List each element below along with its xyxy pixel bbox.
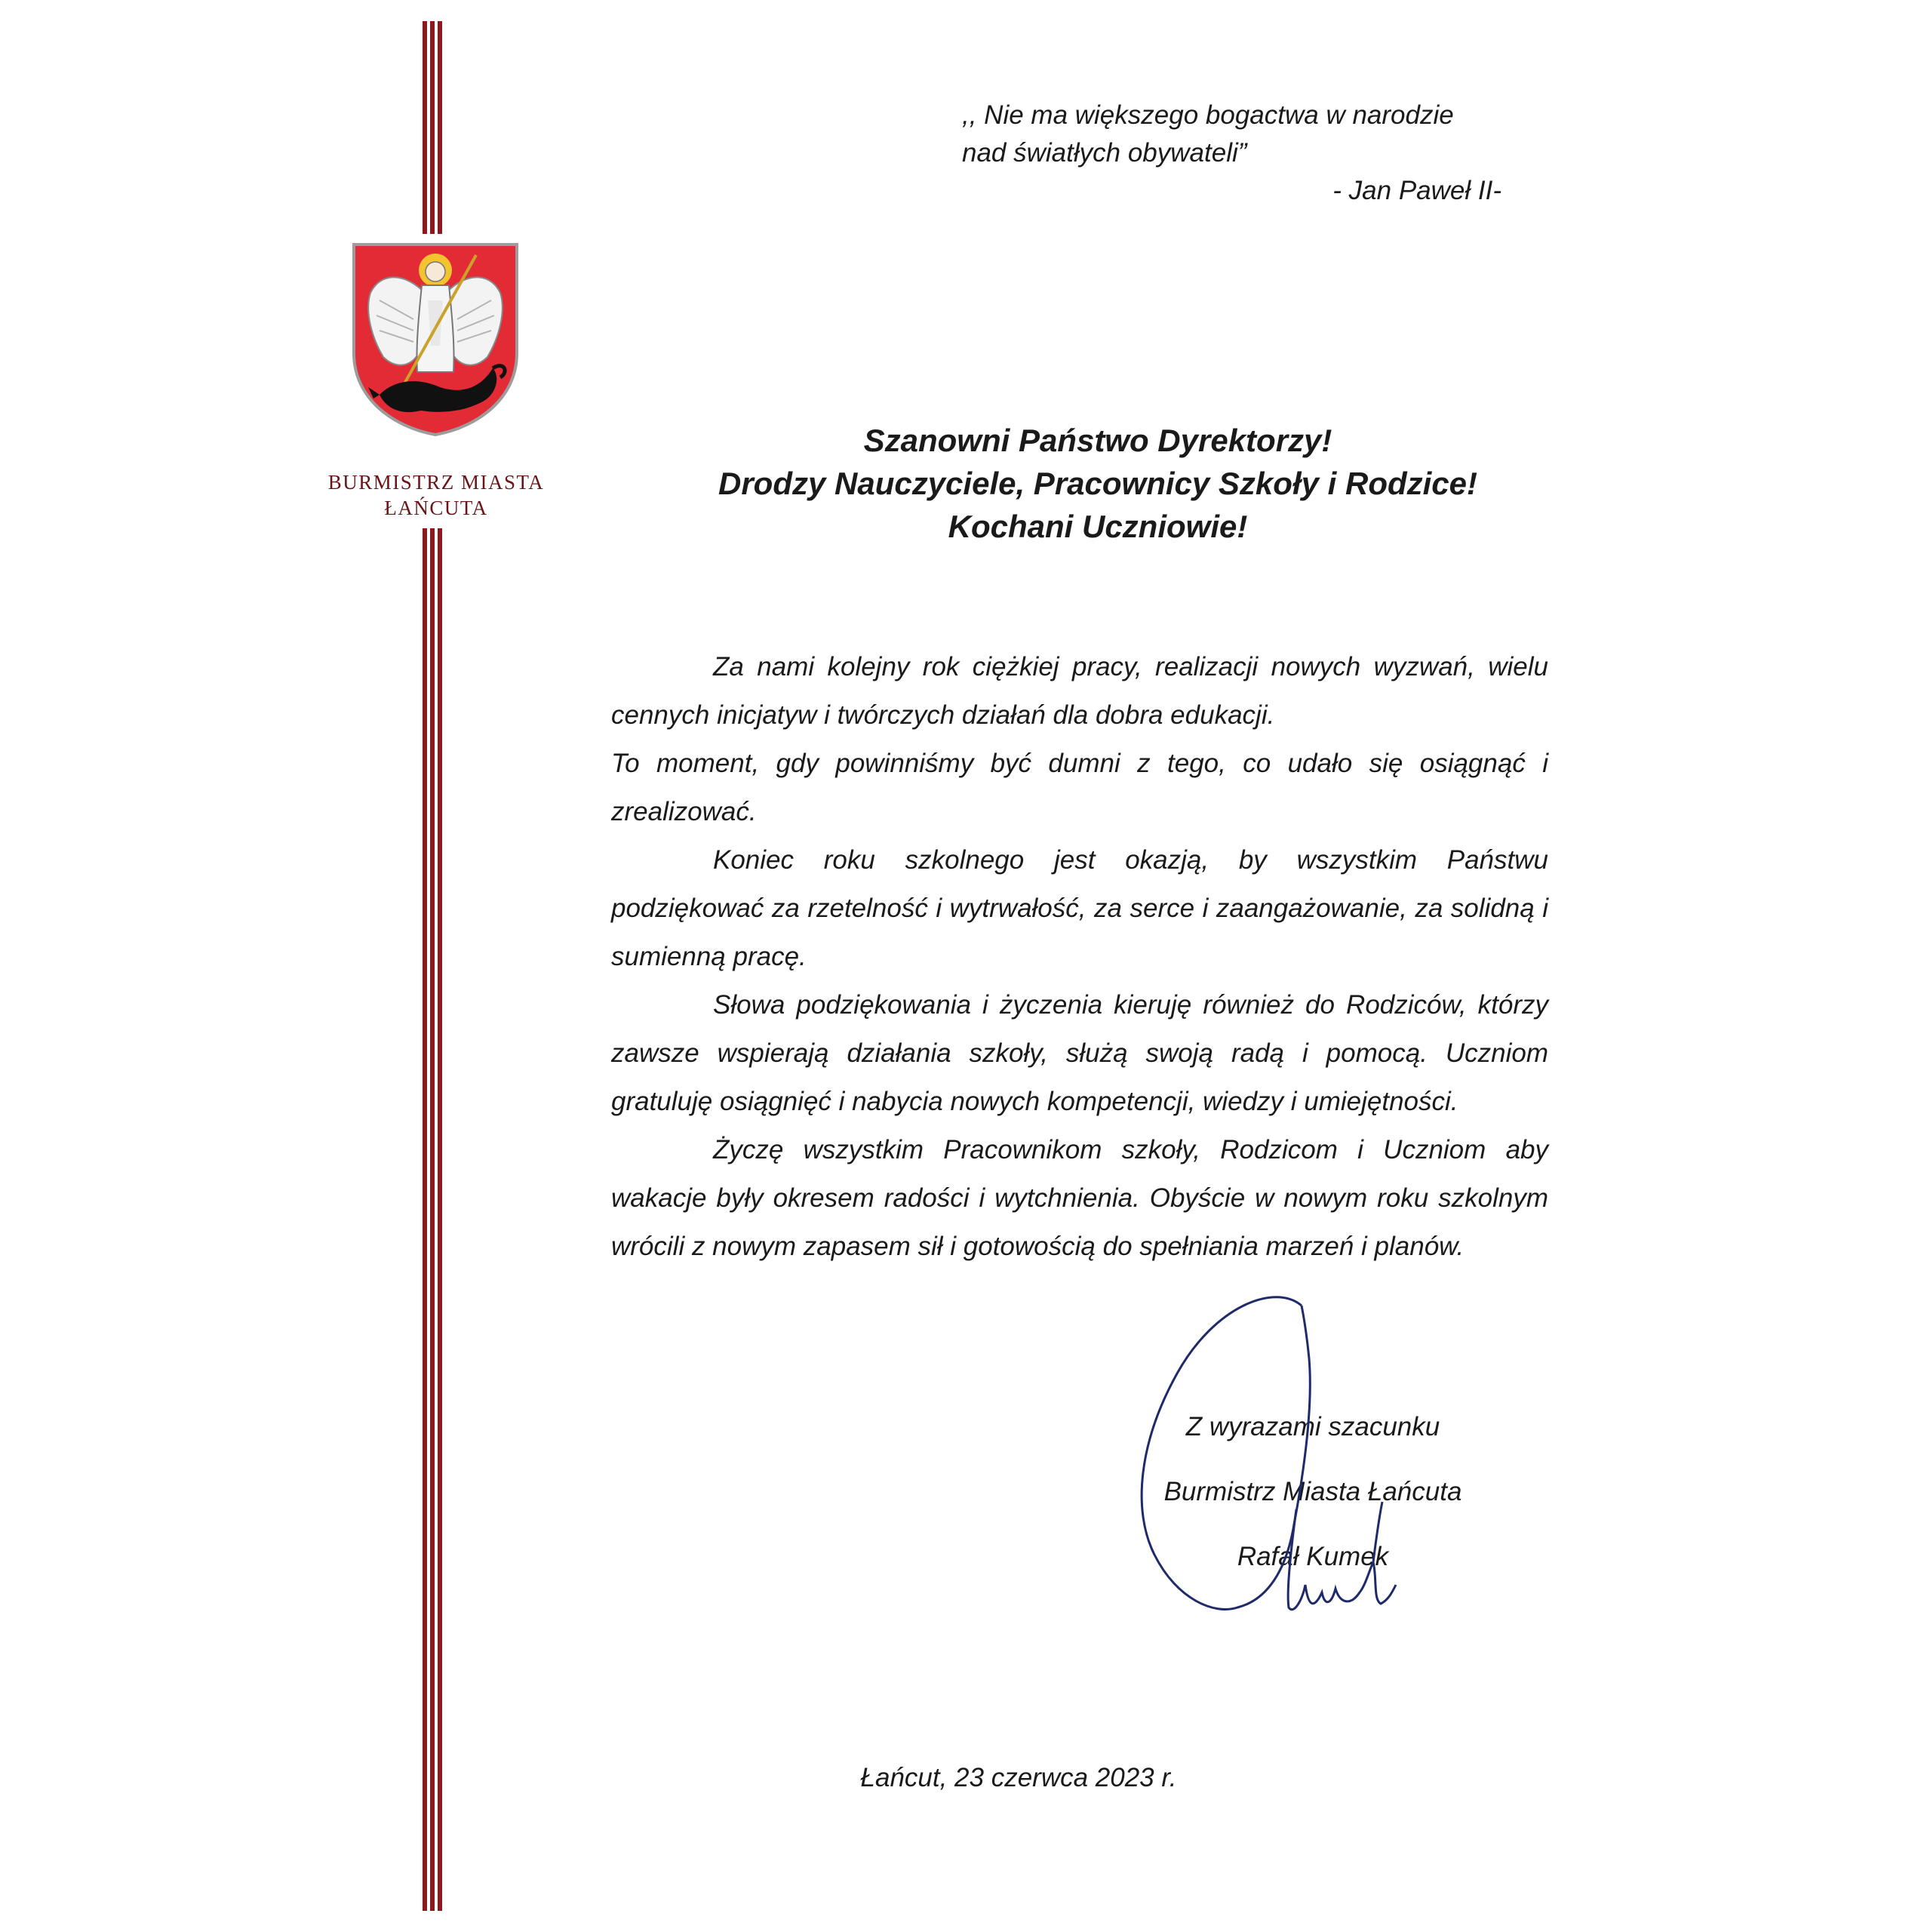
office-title-line2: ŁAŃCUTA [384,497,488,519]
motto-quote [962,97,1535,210]
motto-line1: ,, Nie ma większego bogactwa w narodzie [962,100,1454,130]
body-paragraph: Za nami kolejny rok ciężkiej pracy, realizacji nowych wyzwań, wielu cennych inicjatyw i twórczych działań dla dobra edukacji. [611,652,1548,730]
closing-name: Rafał Kumek [1237,1542,1389,1571]
decorative-stripe-bottom [423,528,442,1911]
greeting-line2: Drodzy Nauczyciele, Pracownicy Szkoły i Rodzice! [718,466,1477,501]
body-paragraph: To moment, gdy powinniśmy być dumni z tego, co udało się osiągnąć i zrealizować. [611,749,1548,826]
greeting-line3: Kochani Uczniowie! [948,509,1248,544]
closing-regards: Z wyrazami szacunku [1185,1412,1440,1441]
letter-body [611,643,1548,1271]
motto-line2: nad światłych obywateli” [962,138,1247,168]
body-paragraph: Koniec roku szkolnego jest okazją, by wszystkim Państwu podziękować za rzetelność i wytrwałość, za serce i zaangażowanie, za solidną i sumienną pracę. [611,845,1548,971]
body-paragraph: Słowa podziękowania i życzenia kieruję również do Rodziców, którzy zawsze wspierają działania szkoły, służą swoją radą i pomocą. Uczniom gratuluję osiągnięć i nabycia nowych kompetencji, wiedzy i umiejętności. [611,990,1548,1116]
coat-of-arms-icon [349,240,521,438]
decorative-stripe-top [423,21,442,234]
letter-greeting [641,419,1554,548]
motto-author: - Jan Paweł II- [1332,176,1501,205]
body-paragraph: Życzę wszystkim Pracownikom szkoły, Rodzicom i Uczniom aby wakacje były okresem radości i wytchnienia. Obyście w nowym roku szkolnym wrócili z nowym zapasem sił i gotowością do spełniania marzeń i planów. [611,1135,1548,1261]
closing-title: Burmistrz Miasta Łańcuta [1163,1477,1462,1506]
handwritten-signature-icon [1124,1283,1456,1630]
office-title [302,469,570,521]
letter-date: Łańcut, 23 czerwca 2023 r. [860,1763,1177,1792]
greeting-line1: Szanowni Państwo Dyrektorzy! [863,423,1332,458]
office-title-line1: BURMISTRZ MIASTA [327,471,545,494]
